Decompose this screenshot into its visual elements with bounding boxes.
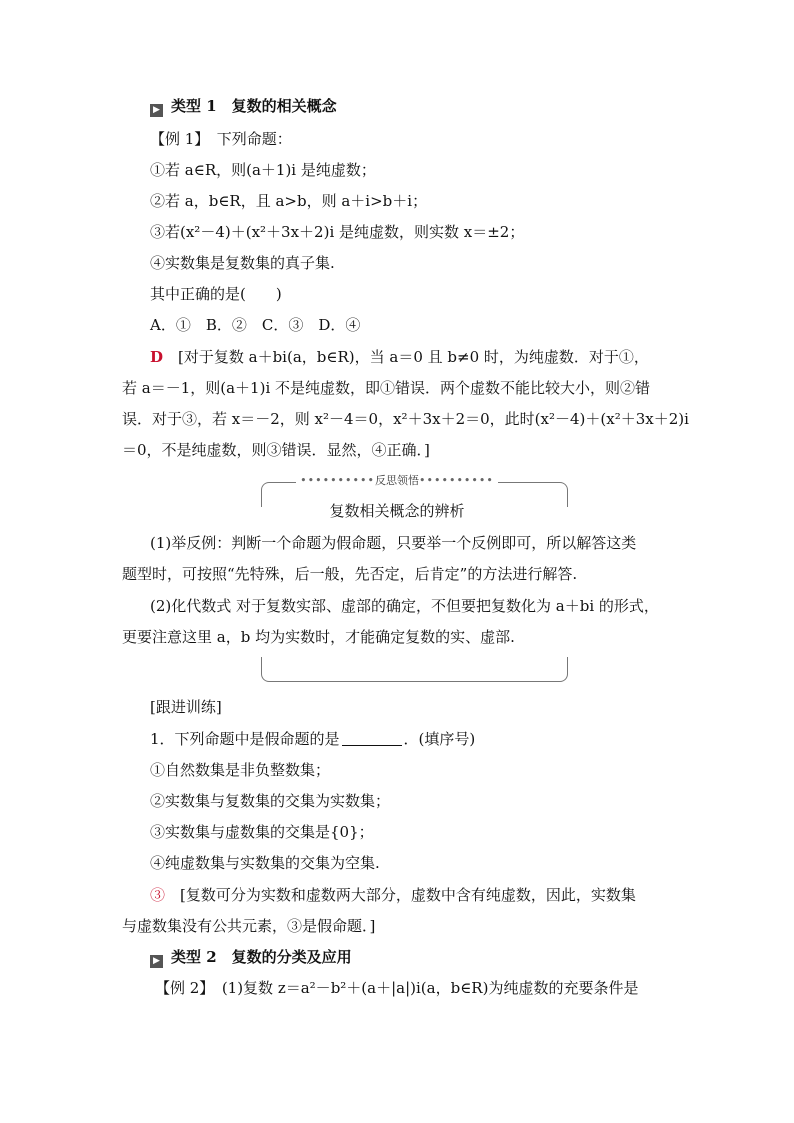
- solution-text: [对于复数 a＋bi(a，b∈R)，当 a＝0 且 b≠0 时，为纯虚数．对于①，: [163, 348, 649, 366]
- reflection-label: 反思领悟: [375, 474, 419, 487]
- example-1-item: ②若 a，b∈R，且 a>b，则 a＋i>b＋i；: [150, 192, 428, 210]
- section-1-heading-line: [150, 96, 337, 117]
- reflection-paragraph-2: 更要注意这里 a，b 均为实数时，才能确定复数的实、虚部.: [122, 628, 515, 646]
- example-1-item: ④实数集是复数集的真子集.: [150, 254, 335, 272]
- practice-question-1: [150, 729, 475, 749]
- answer-blank: [342, 731, 402, 746]
- example-1-solution-line: [150, 347, 649, 367]
- play-triangle-icon: ▶: [150, 955, 163, 968]
- example-1-answer: D: [150, 348, 164, 366]
- practice-item: ②实数集与复数集的交集为实数集；: [150, 792, 391, 810]
- example-1-item: ①若 a∈R，则(a＋1)i 是纯虚数；: [150, 161, 376, 179]
- practice-label: [跟进训练]: [150, 698, 222, 716]
- example-1-item: ③若(x²－4)＋(x²＋3x＋2)i 是纯虚数，则实数 x＝±2；: [150, 223, 525, 241]
- example-1-options: A．① B．② C．③ D．④: [150, 316, 361, 334]
- practice-solution-line: [150, 885, 636, 905]
- practice-item: ③实数集与虚数集的交集是{0}；: [150, 823, 374, 841]
- question-text: ．(填序号): [403, 730, 476, 748]
- practice-item: ①自然数集是非负整数集；: [150, 761, 331, 779]
- example-2-line: [155, 978, 638, 998]
- section-1-heading: 类型 1 复数的相关概念: [171, 97, 337, 115]
- reflection-paragraph-1: (1)举反例：判断一个命题为假命题，只要举一个反例即可，所以解答这类: [150, 534, 637, 552]
- practice-solution-line: 与虚数集没有公共元素，③是假命题．]: [122, 917, 376, 935]
- example-1-label: 【例 1】 下列命题：: [150, 130, 292, 148]
- section-2-heading: 类型 2 复数的分类及应用: [171, 948, 352, 966]
- dots-decoration: ••••••••••: [419, 474, 494, 487]
- question-text: 1．下列命题中是假命题的是: [150, 730, 340, 748]
- practice-item: ④纯虚数集与实数集的交集为空集.: [150, 854, 380, 872]
- example-1-solution-line: 误．对于③，若 x＝－2，则 x²－4＝0，x²＋3x＋2＝0，此时(x²－4)＋(x²＋3x＋2)i: [122, 410, 689, 428]
- play-triangle-icon: ▶: [150, 104, 163, 117]
- reflection-title: 复数相关概念的辨析: [329, 502, 465, 520]
- example-2-label: 【例 2】: [155, 979, 207, 997]
- section-2-heading-line: [150, 947, 352, 968]
- reflection-label-line: [0, 473, 794, 489]
- dots-decoration: ••••••••••: [300, 474, 375, 487]
- example-1-solution-line: ＝0，不是纯虚数，则③错误．显然，④正确．]: [122, 441, 430, 459]
- solution-text: [复数可分为实数和虚数两大部分，虚数中含有纯虚数，因此，实数集: [165, 886, 636, 904]
- reflection-paragraph-2: (2)化代数式 对于复数实部、虚部的确定，不但要把复数化为 a＋bi 的形式，: [150, 597, 659, 615]
- practice-answer: ③: [150, 886, 166, 904]
- example-1-question: 其中正确的是( ): [150, 285, 282, 303]
- example-1-solution-line: 若 a＝－1，则(a＋1)i 不是纯虚数，即①错误．两个虚数不能比较大小，则②错: [122, 379, 651, 397]
- reflection-frame-bottom: [261, 657, 568, 682]
- example-2-text: (1)复数 z＝a²－b²＋(a＋|a|)i(a，b∈R)为纯虚数的充要条件是: [206, 979, 639, 997]
- reflection-paragraph-1: 题型时，可按照“先特殊，后一般，先否定，后肯定”的方法进行解答.: [122, 565, 578, 583]
